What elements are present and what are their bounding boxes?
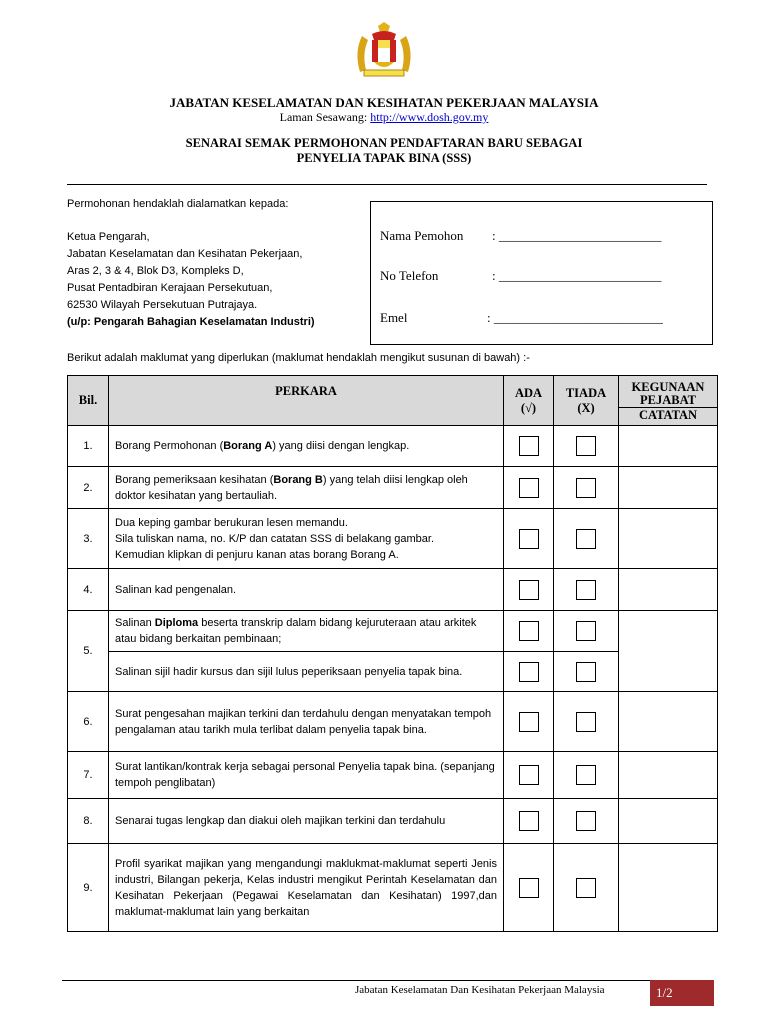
mailing-address — [67, 196, 367, 331]
table-row — [68, 467, 718, 509]
row-description: Dua keping gambar berukuran lesen memandu. Sila tuliskan nama, no. K/P dan catatan SSS di belakang gambar. Kemudian klipkan di penjuru kanan atas borang Borang A. — [109, 509, 504, 569]
row-number: 2. — [68, 467, 109, 509]
row-description: Senarai tugas lengkap dan diakui oleh majikan terkini dan terdahulu — [109, 799, 504, 844]
ada-checkbox[interactable] — [519, 529, 539, 549]
applicant-email-field[interactable]: : __________________________ — [487, 310, 663, 325]
row-description: Borang pemeriksaan kesihatan (Borang B) yang telah diisi lengkap oleh doktor kesihatan yang bertauliah. — [109, 467, 504, 509]
ada-checkbox[interactable] — [519, 478, 539, 498]
tiada-checkbox[interactable] — [576, 878, 596, 898]
document-title-line-2: PENYELIA TAPAK BINA (SSS) — [296, 151, 472, 165]
applicant-phone-label: No Telefon — [380, 268, 439, 283]
tiada-cell — [554, 692, 619, 752]
tiada-checkbox[interactable] — [576, 478, 596, 498]
row-number: 5. — [68, 611, 109, 692]
coat-of-arms-logo — [352, 22, 416, 80]
tiada-checkbox[interactable] — [576, 621, 596, 641]
table-row — [68, 509, 718, 569]
address-line: 62530 Wilayah Persekutuan Putrajaya. — [67, 299, 258, 311]
catatan-cell[interactable] — [619, 509, 718, 569]
table-row — [68, 692, 718, 752]
row-description: Surat lantikan/kontrak kerja sebagai personal Penyelia tapak bina. (sepanjang tempoh penglibatan) — [109, 752, 504, 799]
row-description: Salinan sijil hadir kursus dan sijil lulus peperiksaan penyelia tapak bina. — [109, 652, 504, 692]
checklist-table — [67, 375, 718, 932]
tiada-checkbox[interactable] — [576, 712, 596, 732]
table-header-row — [68, 376, 718, 426]
row-number: 1. — [68, 426, 109, 467]
applicant-name-field[interactable]: : _________________________ — [492, 228, 662, 243]
table-row — [68, 569, 718, 611]
ada-checkbox[interactable] — [519, 436, 539, 456]
tiada-cell — [554, 844, 619, 932]
applicant-phone-field[interactable]: : _________________________ — [492, 268, 662, 283]
tiada-checkbox[interactable] — [576, 765, 596, 785]
row-description: Surat pengesahan majikan terkini dan terdahulu dengan menyatakan tempoh pengalaman atau tarikh mula terlibat dalam penyelia tapak bina. — [109, 692, 504, 752]
tiada-cell — [554, 467, 619, 509]
ada-cell — [504, 752, 554, 799]
ada-cell — [504, 692, 554, 752]
catatan-cell[interactable] — [619, 799, 718, 844]
row-number: 3. — [68, 509, 109, 569]
row-number: 4. — [68, 569, 109, 611]
address-line: Pusat Pentadbiran Kerajaan Persekutuan, — [67, 282, 273, 294]
website-line — [0, 110, 768, 125]
tiada-cell — [554, 509, 619, 569]
header-kegunaan: KEGUNAAN PEJABAT — [631, 379, 705, 407]
row-number: 8. — [68, 799, 109, 844]
address-line: Ketua Pengarah, — [67, 231, 150, 243]
ada-cell — [504, 652, 554, 692]
website-label: Laman Sesawang: — [279, 110, 371, 124]
agency-name: JABATAN KESELAMATAN DAN KESIHATAN PEKERJAAN MALAYSIA — [169, 95, 599, 110]
table-row — [68, 844, 718, 932]
applicant-email-label: Emel — [380, 310, 408, 325]
address-line: Aras 2, 3 & 4, Blok D3, Kompleks D, — [67, 265, 244, 277]
instructions-text: Berikut adalah maklumat yang diperlukan (maklumat hendaklah mengikut susunan di bawah) :- — [67, 352, 530, 364]
ada-cell — [504, 509, 554, 569]
applicant-details-box — [370, 201, 713, 345]
footer-divider — [62, 980, 714, 981]
applicant-email-row[interactable] — [380, 310, 663, 326]
address-line: Jabatan Keselamatan dan Kesihatan Pekerjaan, — [67, 248, 303, 260]
website-link[interactable]: http://www.dosh.gov.my — [370, 110, 489, 124]
header-catatan: CATATAN — [619, 407, 717, 422]
ada-cell — [504, 467, 554, 509]
table-row — [68, 426, 718, 467]
ada-checkbox[interactable] — [519, 811, 539, 831]
ada-cell — [504, 569, 554, 611]
table-row — [68, 752, 718, 799]
tiada-cell — [554, 799, 619, 844]
table-row — [68, 799, 718, 844]
ada-checkbox[interactable] — [519, 662, 539, 682]
address-intro: Permohonan hendaklah dialamatkan kepada: — [67, 198, 289, 210]
catatan-cell[interactable] — [619, 611, 718, 692]
applicant-name-label: Nama Pemohon — [380, 228, 464, 243]
catatan-cell[interactable] — [619, 467, 718, 509]
document-title-line-1: SENARAI SEMAK PERMOHONAN PENDAFTARAN BARU SEBAGAI — [185, 136, 583, 150]
row-description: Profil syarikat majikan yang mengandungi maklukmat-maklumat seperti Jenis industri, Bilangan pekerja, Kelas industri mengikut Perintah Keselamatan dan Kesihatan Pekerjaan (Pegawai Keselamatan dan Kesihatan) 1997,dan maklumat-maklumat lain yang berkaitan — [109, 844, 504, 932]
ada-checkbox[interactable] — [519, 712, 539, 732]
tiada-checkbox[interactable] — [576, 529, 596, 549]
catatan-cell[interactable] — [619, 569, 718, 611]
page-number-badge: 1/2 — [650, 980, 714, 1006]
ada-cell — [504, 611, 554, 652]
tiada-cell — [554, 569, 619, 611]
ada-checkbox[interactable] — [519, 621, 539, 641]
address-attention: (u/p: Pengarah Bahagian Keselamatan Industri) — [67, 316, 315, 328]
header-perkara: PERKARA — [109, 376, 504, 426]
row-number: 6. — [68, 692, 109, 752]
tiada-cell — [554, 652, 619, 692]
table-row — [68, 611, 718, 652]
catatan-cell[interactable] — [619, 692, 718, 752]
catatan-cell[interactable] — [619, 426, 718, 467]
applicant-name-row[interactable] — [380, 228, 661, 244]
catatan-cell[interactable] — [619, 844, 718, 932]
header-bil: Bil. — [68, 376, 109, 426]
ada-checkbox[interactable] — [519, 580, 539, 600]
tiada-checkbox[interactable] — [576, 662, 596, 682]
tiada-cell — [554, 611, 619, 652]
header-divider — [67, 184, 707, 185]
tiada-cell — [554, 752, 619, 799]
ada-cell — [504, 844, 554, 932]
row-description: Salinan kad pengenalan. — [109, 569, 504, 611]
tiada-checkbox[interactable] — [576, 811, 596, 831]
row-description: Salinan Diploma beserta transkrip dalam bidang kejuruteraan atau arkitek atau bidang berkaitan pembinaan; — [109, 611, 504, 652]
row-number: 7. — [68, 752, 109, 799]
ada-cell — [504, 799, 554, 844]
header-ada: ADA (√) — [504, 376, 554, 426]
footer-text: Jabatan Keselamatan Dan Kesihatan Pekerjaan Malaysia — [355, 984, 605, 996]
applicant-phone-row[interactable] — [380, 268, 661, 284]
ada-checkbox[interactable] — [519, 878, 539, 898]
tiada-checkbox[interactable] — [576, 436, 596, 456]
tiada-checkbox[interactable] — [576, 580, 596, 600]
ada-cell — [504, 426, 554, 467]
row-description: Borang Permohonan (Borang A) yang diisi dengan lengkap. — [109, 426, 504, 467]
header-tiada: TIADA (X) — [554, 376, 619, 426]
tiada-cell — [554, 426, 619, 467]
catatan-cell[interactable] — [619, 752, 718, 799]
header-kegunaan-pejabat — [619, 376, 718, 426]
ada-checkbox[interactable] — [519, 765, 539, 785]
row-number: 9. — [68, 844, 109, 932]
